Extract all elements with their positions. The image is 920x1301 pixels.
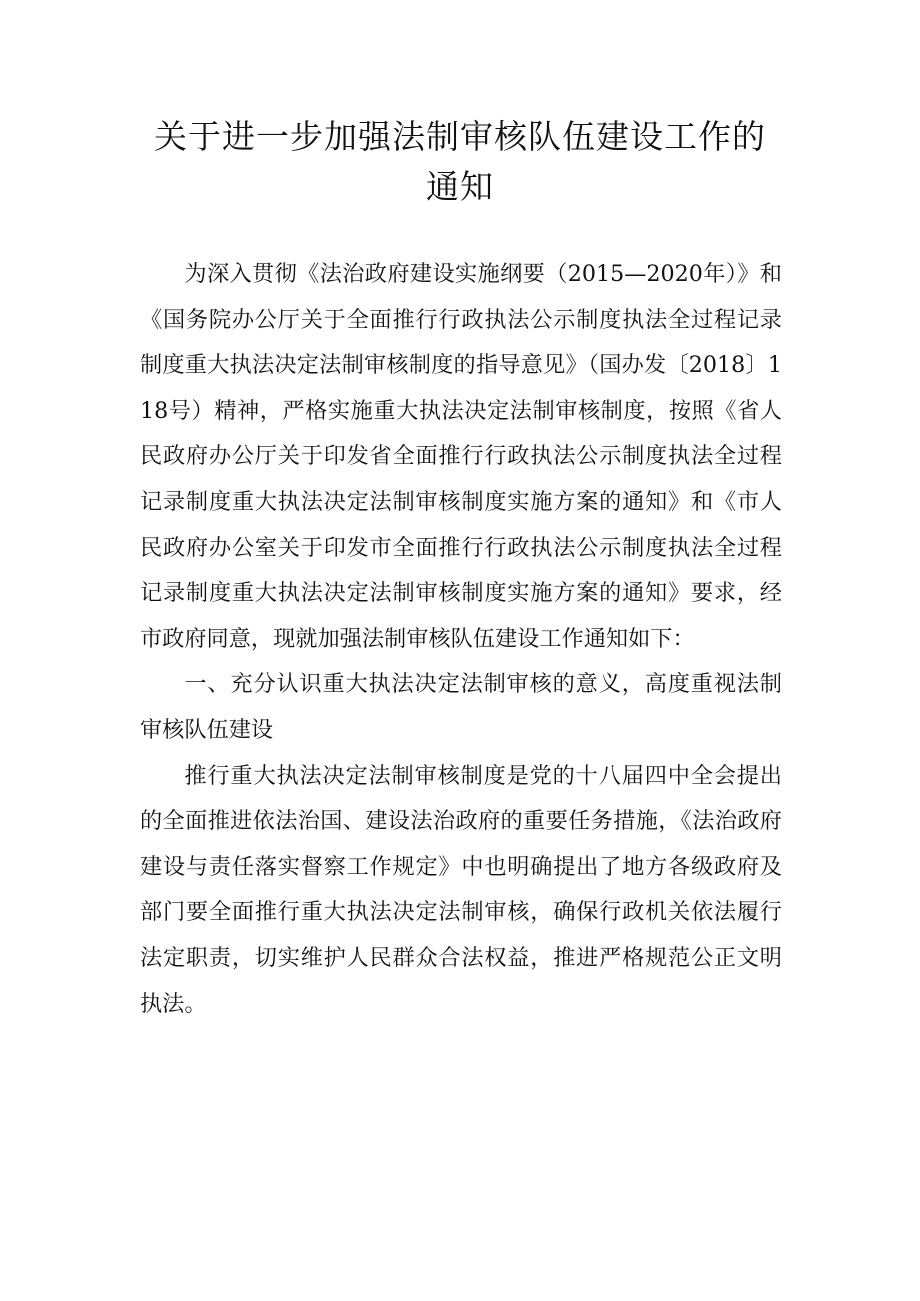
document-title bbox=[130, 112, 790, 212]
section-heading-1: 一、充分认识重大执法决定法制审核的意义，高度重视法制审核队伍建设 bbox=[140, 671, 782, 743]
paragraph-intro: 为深入贯彻《法治政府建设实施纲要（2015—2020年）》和《国务院办公厅关于全面推行行政执法公示制度执法全过程记录制度重大执法决定法制审核制度的指导意见》（国办发〔2018〕118号）精神，严格实施重大执法决定法制审核制度，按照《省人民政府办公厅关于印发省全面推行行政执法公示制度执法全过程记录制度重大执法决定法制审核制度实施方案的通知》和《市人民政府办公室关于印发市全面推行行政执法公示制度执法全过程记录制度重大执法决定法制审核制度实施方案的通知》要求，经市政府同意，现就加强法制审核队伍建设工作通知如下： bbox=[140, 261, 782, 652]
document-title-line-2: 通知 bbox=[426, 167, 494, 206]
document-title-line-1: 关于进一步加强法制审核队伍建设工作的 bbox=[154, 117, 766, 156]
paragraph-section-1: 推行重大执法决定法制审核制度是党的十八届四中全会提出的全面推进依法治国、建设法治政府的重要任务措施，《法治政府建设与责任落实督察工作规定》中也明确提出了地方各级政府及部门要全面推行重大执法决定法制审核，确保行政机关依法履行法定职责，切实维护人民群众合法权益，推进严格规范公正文明执法。 bbox=[140, 762, 782, 1017]
document-body bbox=[140, 252, 782, 1027]
